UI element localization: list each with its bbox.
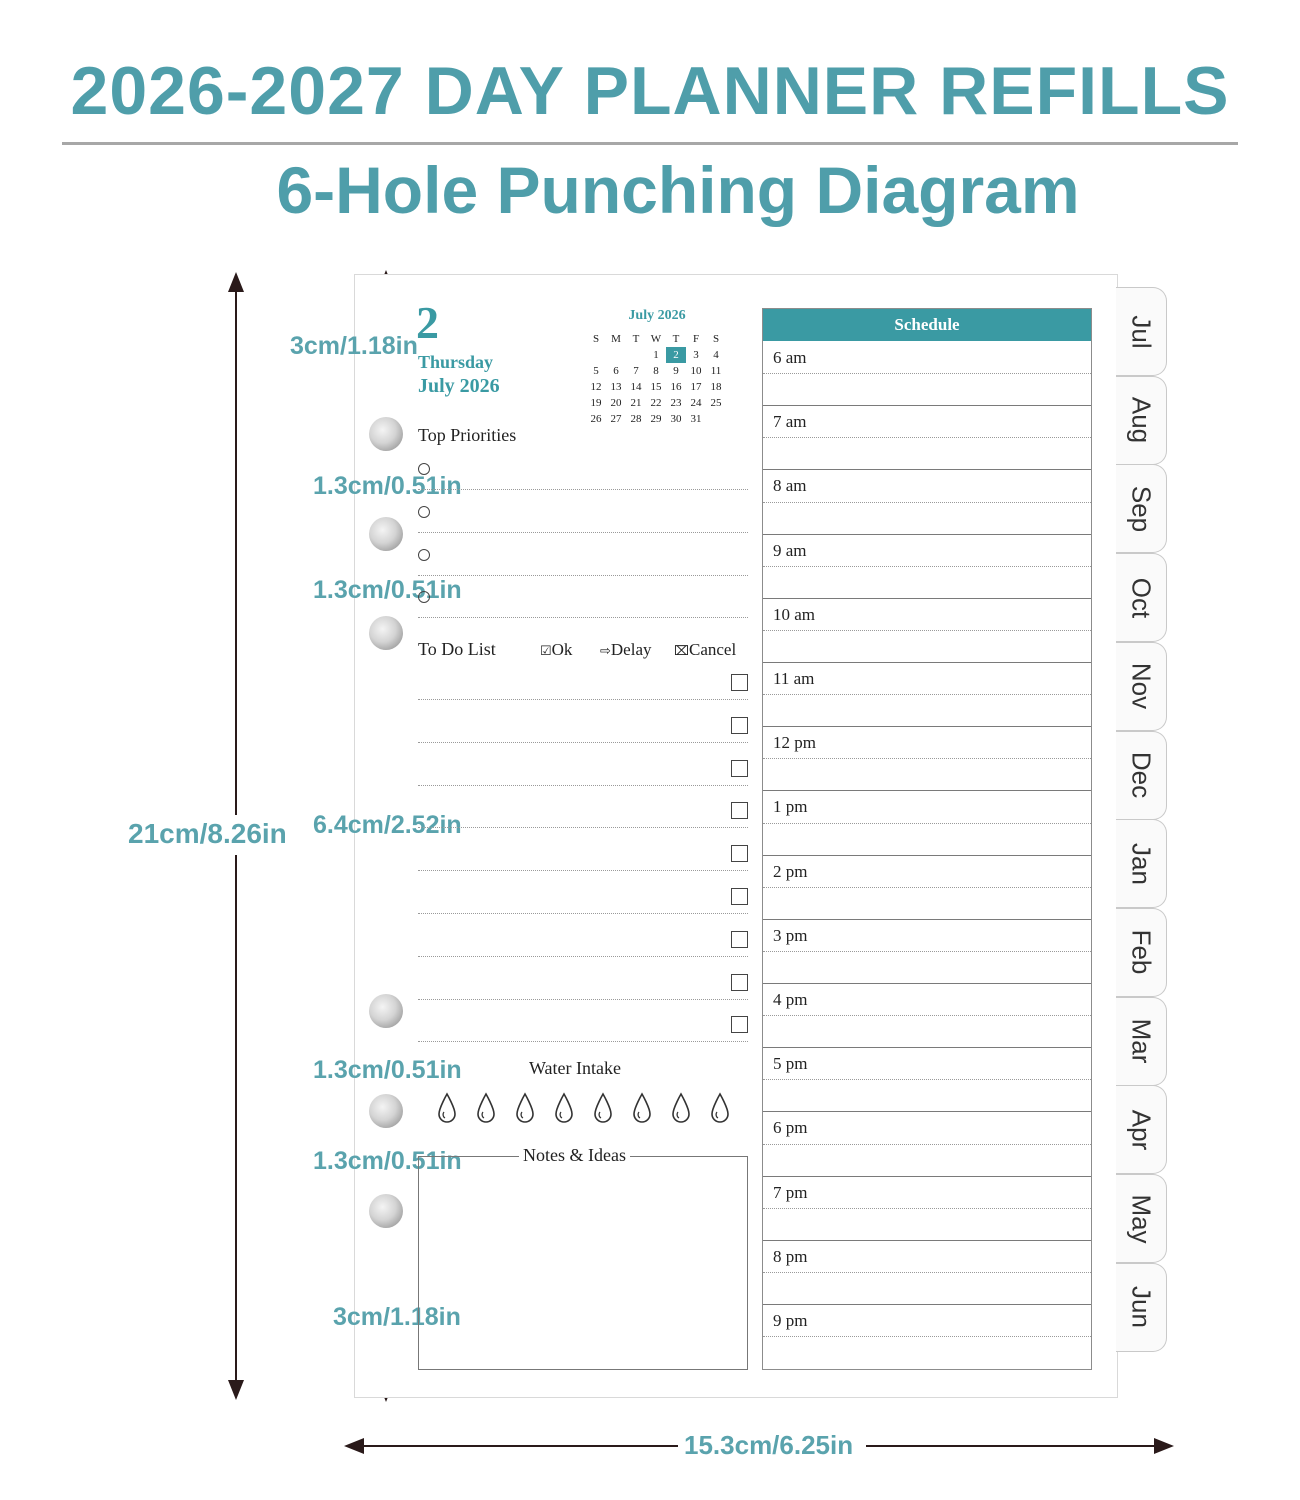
weekday-letter: S <box>712 333 720 345</box>
punch-hole <box>369 1094 403 1128</box>
schedule-hour-line <box>763 469 1091 470</box>
height-label: 21cm/8.26in <box>128 818 287 849</box>
month-tab-may[interactable] <box>1116 1174 1167 1263</box>
calendar-day[interactable]: 16 <box>670 381 682 393</box>
schedule-half-hour-line <box>763 1272 1091 1273</box>
month-tab-apr[interactable] <box>1116 1085 1167 1174</box>
todo-line <box>418 742 748 743</box>
todo-line <box>418 870 748 871</box>
calendar-day[interactable]: 15 <box>650 381 662 393</box>
month-tab-label: Nov <box>1126 663 1157 710</box>
calendar-day[interactable]: 2 <box>666 347 686 363</box>
main-title: 2026-2027 DAY PLANNER REFILLS <box>70 53 1230 129</box>
schedule-hour-line <box>763 1047 1091 1048</box>
priority-line <box>418 617 748 618</box>
water-drop-icon[interactable] <box>553 1092 575 1124</box>
schedule-half-hour-line <box>763 630 1091 631</box>
schedule-time-label: 4 pm <box>773 990 808 1009</box>
water-drop-icon[interactable] <box>709 1092 731 1124</box>
schedule-half-hour-line <box>763 566 1091 567</box>
punch-hole <box>369 1194 403 1228</box>
schedule-panel <box>762 308 1092 1370</box>
priority-bullet[interactable] <box>418 463 430 475</box>
schedule-time-label: 7 pm <box>773 1182 808 1202</box>
schedule-half-hour-line <box>763 1336 1091 1337</box>
weekday: Thursday <box>418 352 494 372</box>
calendar-day[interactable]: 26 <box>590 413 602 425</box>
schedule-time-label: 7 am <box>773 412 807 432</box>
calendar-day[interactable]: 24 <box>690 397 702 409</box>
todo-checkbox[interactable] <box>731 974 748 991</box>
todo-checkbox[interactable] <box>731 760 748 777</box>
month-tab-label: Oct <box>1126 577 1157 618</box>
priority-line <box>418 489 748 490</box>
calendar-day[interactable]: 3 <box>693 349 699 361</box>
calendar-week-row <box>586 395 726 411</box>
legend-delay <box>600 640 652 660</box>
todo-checkbox[interactable] <box>731 802 748 819</box>
schedule-time-label: 9 am <box>773 540 807 560</box>
schedule-half-hour-line <box>763 1015 1091 1016</box>
schedule-half-hour-line <box>763 373 1091 374</box>
todo-line <box>418 827 748 828</box>
calendar-day[interactable]: 4 <box>713 349 719 361</box>
calendar-day[interactable]: 22 <box>650 397 662 409</box>
month-tab-label: Jan <box>1126 842 1157 885</box>
calendar-day[interactable]: 21 <box>630 397 642 409</box>
schedule-hour-line <box>763 855 1091 856</box>
calendar-day[interactable]: 8 <box>653 365 659 377</box>
todo-checkbox[interactable] <box>731 674 748 691</box>
schedule-time-label: 2 pm <box>773 861 808 881</box>
water-drop-icon[interactable] <box>436 1092 458 1124</box>
calendar-weekday-row <box>586 331 726 347</box>
calendar-day[interactable]: 18 <box>710 381 722 393</box>
calendar-day[interactable]: 10 <box>690 365 702 377</box>
calendar-week-row <box>586 347 726 363</box>
priority-line <box>418 575 748 576</box>
legend-delay-text: Delay <box>610 640 652 659</box>
schedule-hour-line <box>763 726 1091 727</box>
calendar-day[interactable]: 1 <box>653 349 659 361</box>
calendar-day[interactable]: 20 <box>610 397 622 409</box>
schedule-half-hour-line <box>763 1144 1091 1145</box>
schedule-hour-line <box>763 1111 1091 1112</box>
calendar-day[interactable] <box>586 347 606 363</box>
todo-checkbox[interactable] <box>731 845 748 862</box>
schedule-half-hour-line <box>763 823 1091 824</box>
water-intake-label: Water Intake <box>529 1058 621 1078</box>
schedule-hour-line <box>763 534 1091 535</box>
todo-checkbox[interactable] <box>731 717 748 734</box>
top-priorities-label: Top Priorities <box>418 425 517 445</box>
calendar-day[interactable]: 9 <box>673 365 679 377</box>
calendar-day[interactable]: 11 <box>710 365 722 377</box>
month-tab-nov[interactable] <box>1116 642 1167 731</box>
mini-calendar-title: July 2026 <box>628 308 686 323</box>
schedule-time-label: 12 pm <box>773 733 816 753</box>
month-tab-oct[interactable] <box>1116 553 1167 642</box>
water-drop-icon[interactable] <box>670 1092 692 1124</box>
schedule-hour-line <box>763 919 1091 920</box>
schedule-hour-line <box>763 790 1091 791</box>
schedule-hour-line <box>763 983 1091 984</box>
legend-ok-text: Ok <box>551 640 573 659</box>
hole-gap-label: 1.3cm/0.51in <box>313 1056 462 1084</box>
calendar-day[interactable]: 29 <box>650 413 662 425</box>
calendar-day[interactable]: 14 <box>630 381 642 393</box>
priority-bullet[interactable] <box>418 506 430 518</box>
month-tab-label: Dec <box>1126 751 1157 799</box>
month-tab-label: Jul <box>1126 314 1157 349</box>
weekday-letter: W <box>650 333 662 345</box>
schedule-half-hour-line <box>763 887 1091 888</box>
todo-checkbox[interactable] <box>731 1016 748 1033</box>
month-tab-label: Feb <box>1126 929 1157 975</box>
schedule-time-label: 6 pm <box>773 1118 808 1138</box>
calendar-day[interactable]: 27 <box>610 413 622 425</box>
water-drop-icon[interactable] <box>631 1092 653 1124</box>
month-tab-label: Mar <box>1126 1018 1157 1064</box>
weekday-letter: T <box>672 333 680 345</box>
month-tab-label: May <box>1126 1193 1157 1244</box>
calendar-week-row <box>586 411 726 427</box>
schedule-half-hour-line <box>763 1079 1091 1080</box>
mini-calendar <box>586 331 726 427</box>
hole-gap-label: 1.3cm/0.51in <box>313 472 462 500</box>
month-tab-label: Jun <box>1126 1286 1157 1329</box>
calendar-day[interactable]: 13 <box>610 381 622 393</box>
notes-label: Notes & Ideas <box>519 1145 630 1166</box>
schedule-half-hour-line <box>763 437 1091 438</box>
calendar-week-row <box>586 379 726 395</box>
schedule-hour-line <box>763 1304 1091 1305</box>
water-drop-icon[interactable] <box>475 1092 497 1124</box>
calendar-day[interactable]: 12 <box>590 381 602 393</box>
calendar-day[interactable]: 19 <box>590 397 602 409</box>
schedule-hour-line <box>763 598 1091 599</box>
priority-line <box>418 532 748 533</box>
schedule-time-label: 5 pm <box>773 1054 808 1074</box>
water-drop-icon[interactable] <box>592 1092 614 1124</box>
schedule-hour-line <box>763 662 1091 663</box>
todo-line <box>418 913 748 914</box>
schedule-time-label: 10 am <box>773 604 816 624</box>
schedule-time-label: 8 am <box>773 476 807 496</box>
schedule-half-hour-line <box>763 1208 1091 1209</box>
schedule-time-label: 1 pm <box>773 797 808 817</box>
top-margin-label: 3cm/1.18in <box>290 332 418 360</box>
legend-ok <box>540 640 572 660</box>
calendar-week-row <box>586 363 726 379</box>
legend-cancel <box>674 640 736 660</box>
calendar-day[interactable]: 30 <box>670 413 682 425</box>
schedule-hour-line <box>763 405 1091 406</box>
month-tab-label: Aug <box>1126 397 1157 444</box>
todo-line <box>418 699 748 700</box>
width-label: 15.3cm/6.25in <box>684 1430 854 1460</box>
month-tab-jun[interactable] <box>1116 1263 1167 1352</box>
todo-line <box>418 999 748 1000</box>
todo-line <box>418 956 748 957</box>
arrow-box-icon: ⇨ <box>600 643 611 658</box>
bottom-margin-label: 3cm/1.18in <box>333 1303 461 1331</box>
month-tab-label: Apr <box>1126 1109 1157 1151</box>
calendar-day[interactable] <box>706 411 726 427</box>
calendar-day[interactable] <box>606 347 626 363</box>
weekday-letter: M <box>611 333 621 345</box>
schedule-time-label: 6 am <box>773 348 807 367</box>
calendar-day[interactable] <box>626 347 646 363</box>
weekday-letter: F <box>692 333 700 345</box>
schedule-half-hour-line <box>763 694 1091 695</box>
notes-box[interactable] <box>418 1156 748 1370</box>
todo-line <box>418 785 748 786</box>
schedule-half-hour-line <box>763 951 1091 952</box>
schedule-time-label: 11 am <box>773 669 815 688</box>
calendar-day[interactable]: 31 <box>690 413 702 425</box>
hole-gap-label: 1.3cm/0.51in <box>313 1147 462 1175</box>
weekday-letter: T <box>632 333 640 345</box>
punch-hole <box>369 517 403 551</box>
schedule-hour-line <box>763 1240 1091 1241</box>
diagram-subtitle: 6-Hole Punching Diagram <box>276 153 1080 227</box>
month-tab-dec[interactable] <box>1116 731 1167 820</box>
month-year: July 2026 <box>418 375 500 397</box>
calendar-day[interactable]: 5 <box>593 365 599 377</box>
calendar-day[interactable]: 28 <box>630 413 642 425</box>
schedule-hour-line <box>763 1176 1091 1177</box>
month-tab-aug[interactable] <box>1116 376 1167 465</box>
legend-cancel-text: Cancel <box>688 640 737 659</box>
calendar-day[interactable]: 17 <box>690 381 702 393</box>
schedule-time-label: 3 pm <box>773 925 808 945</box>
schedule-half-hour-line <box>763 758 1091 759</box>
calendar-day[interactable]: 6 <box>613 365 619 377</box>
weekday-letter: S <box>592 333 600 345</box>
month-tab-jul[interactable] <box>1116 287 1167 376</box>
calendar-day[interactable]: 25 <box>710 397 722 409</box>
calendar-day[interactable]: 23 <box>670 397 682 409</box>
middle-gap-label: 6.4cm/2.52in <box>313 811 462 839</box>
month-tab-jan[interactable] <box>1116 819 1167 908</box>
month-tab-feb[interactable] <box>1116 908 1167 997</box>
todo-line <box>418 1041 748 1042</box>
priority-bullet[interactable] <box>418 549 430 561</box>
month-tab-mar[interactable] <box>1116 997 1167 1086</box>
hole-gap-label: 1.3cm/0.51in <box>313 576 462 604</box>
month-tab-sep[interactable] <box>1116 464 1167 553</box>
todo-checkbox[interactable] <box>731 931 748 948</box>
water-drop-icon[interactable] <box>514 1092 536 1124</box>
schedule-half-hour-line <box>763 502 1091 503</box>
schedule-title: Schedule <box>763 309 1091 341</box>
todo-checkbox[interactable] <box>731 888 748 905</box>
x-box-icon: ⌧ <box>674 643 689 658</box>
punch-hole <box>369 417 403 451</box>
punch-hole <box>369 994 403 1028</box>
punch-hole <box>369 616 403 650</box>
priority-bullet[interactable] <box>418 591 430 603</box>
checked-box-icon: ☑ <box>540 643 552 658</box>
schedule-time-label: 8 pm <box>773 1246 808 1266</box>
month-tab-label: Sep <box>1126 485 1157 533</box>
calendar-day[interactable]: 7 <box>633 365 639 377</box>
schedule-time-label: 9 pm <box>773 1311 808 1330</box>
day-number: 2 <box>416 297 439 348</box>
todo-label: To Do List <box>418 639 496 659</box>
